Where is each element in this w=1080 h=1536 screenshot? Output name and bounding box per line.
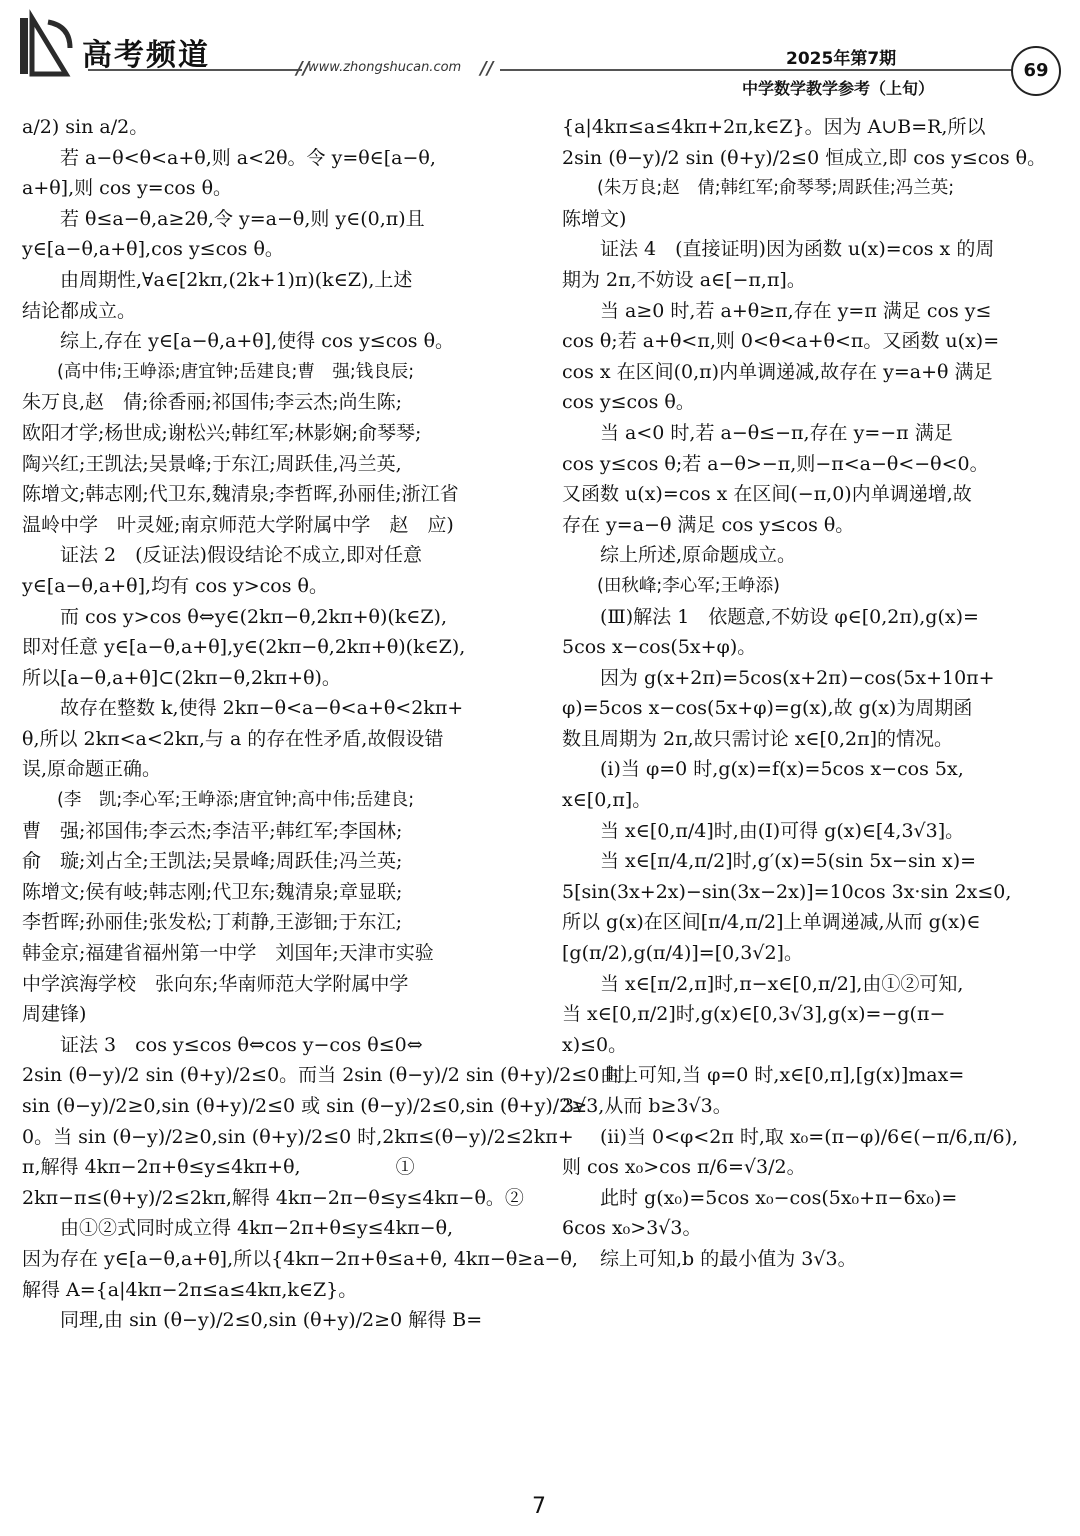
text-line: 0。当 sin (θ−y)/2≥0,sin (θ+y)/2≤0 时,2kπ≤(θ−y)/2≤2kπ+ bbox=[22, 1125, 574, 1148]
text-line: 朱万良,赵 倩;徐香丽;祁国伟;李云杰;尚生陈; bbox=[22, 391, 403, 414]
text-line: y∈[a−θ,a+θ],均有 cos y>cos θ。 bbox=[22, 574, 328, 597]
text-line: 由上可知,当 φ=0 时,x∈[0,π],[g(x)]max= bbox=[562, 1064, 965, 1087]
text-line: 陈增文;侯有岐;韩志刚;代卫东;魏清泉;章显联; bbox=[22, 880, 403, 903]
header-rule-left bbox=[88, 69, 302, 71]
page-number-badge: 69 bbox=[1011, 46, 1061, 96]
text-line: 2kπ−π≤(θ+y)/2≤2kπ,解得 4kπ−2π−θ≤y≤4kπ−θ。② bbox=[22, 1186, 524, 1209]
text-line: 由周期性,∀a∈[2kπ,(2k+1)π)(k∈Z),上述 bbox=[22, 268, 413, 291]
text-line: 而 cos y>cos θ⇔y∈(2kπ−θ,2kπ+θ)(k∈Z), bbox=[22, 605, 447, 628]
text-line: θ,所以 2kπ<a<2kπ,与 a 的存在性矛盾,故假设错 bbox=[22, 727, 444, 750]
page-header bbox=[0, 0, 1080, 100]
text-line: 误,原命题正确。 bbox=[22, 758, 162, 781]
header-rule-right bbox=[500, 69, 1012, 71]
text-line: 证法 2 (反证法)假设结论不成立,即对任意 bbox=[22, 544, 422, 567]
text-line: 又函数 u(x)=cos x 在区间(−π,0)内单调递增,故 bbox=[562, 483, 972, 506]
text-line: 综上可知,b 的最小值为 3√3。 bbox=[562, 1247, 857, 1270]
text-line: (Ⅲ)解法 1 依题意,不妨设 φ∈[0,2π),g(x)= bbox=[562, 605, 979, 628]
text-line: cos y≤cos θ;若 a−θ>−π,则−π<a−θ<−θ<0。 bbox=[562, 452, 989, 475]
text-line: (ⅰ)当 φ=0 时,g(x)=f(x)=5cos x−cos 5x, bbox=[562, 758, 964, 781]
text-line: 当 x∈[π/4,π/2]时,g′(x)=5(sin 5x−sin x)= bbox=[562, 850, 977, 873]
text-line: 若 θ≤a−θ,a≥2θ,令 y=a−θ,则 y∈(0,π)且 bbox=[22, 207, 425, 230]
text-line: 李哲晖;孙丽佳;张发松;丁莉静,王澎钿;于东江; bbox=[22, 911, 403, 934]
text-line: 俞 璇;刘占全;王凯法;吴景峰;周跃佳;冯兰英; bbox=[22, 850, 403, 873]
text-line: 数且周期为 2π,故只需讨论 x∈[0,2π]的情况。 bbox=[562, 727, 954, 750]
text-line: {a|4kπ≤a≤4kπ+2π,k∈Z}。因为 A∪B=R,所以 bbox=[562, 116, 986, 138]
brand-name: 高考频道 bbox=[82, 38, 210, 73]
slash-mark: // bbox=[296, 58, 310, 79]
issue-label: 2025年第7期 bbox=[786, 49, 897, 69]
text-line: 因为 g(x+2π)=5cos(x+2π)−cos(5x+10π+ bbox=[562, 666, 995, 689]
text-line: 周建锋) bbox=[22, 1003, 87, 1026]
text-line: cos x 在区间(0,π)内单调递减,故存在 y=a+θ 满足 bbox=[562, 360, 993, 383]
slash-mark: // bbox=[480, 58, 494, 79]
text-line: 当 x∈[0,π/4]时,由(Ⅰ)可得 g(x)∈[4,3√3]。 bbox=[562, 819, 965, 842]
text-line: (田秋峰;李心军;王峥添) bbox=[562, 575, 780, 596]
text-line: 5cos x−cos(5x+φ)。 bbox=[562, 636, 757, 659]
text-line: sin (θ−y)/2≥0,sin (θ+y)/2≤0 或 sin (θ−y)/2≤0,sin (θ+y)/2≥ bbox=[22, 1095, 588, 1117]
text-line: 证法 4 (直接证明)因为函数 u(x)=cos x 的周 bbox=[562, 238, 995, 261]
text-line: 3√3,从而 b≥3√3。 bbox=[562, 1095, 732, 1117]
site-url: www.zhongshucan.com bbox=[308, 60, 462, 75]
text-line: 当 a≥0 时,若 a+θ≥π,存在 y=π 满足 cos y≤ bbox=[562, 299, 992, 322]
text-line: (ⅱ)当 0<φ<2π 时,取 x₀=(π−φ)/6∈(−π/6,π/6), bbox=[562, 1125, 1019, 1148]
text-line: 陈增文) bbox=[562, 207, 627, 230]
text-line: 综上所述,原命题成立。 bbox=[562, 544, 797, 567]
text-line: (高中伟;王峥添;唐宜钟;岳建良;曹 强;钱良辰; bbox=[22, 361, 415, 382]
text-line: 韩金京;福建省福州第一中学 刘国年;天津市实验 bbox=[22, 942, 434, 965]
right-text-column bbox=[562, 112, 1060, 1275]
text-line: 陶兴红;王凯法;吴景峰;于东江;周跃佳,冯兰英, bbox=[22, 452, 402, 475]
text-line: 存在 y=a−θ 满足 cos y≤cos θ。 bbox=[562, 513, 855, 536]
text-line: 若 a−θ<θ<a+θ,则 a<2θ。令 y=θ∈[a−θ, bbox=[22, 146, 436, 169]
folio-number: 7 bbox=[532, 1494, 546, 1519]
text-line: 陈增文;韩志刚;代卫东,魏清泉;李哲晖,孙丽佳;浙江省 bbox=[22, 483, 459, 506]
text-line: (朱万良;赵 倩;韩红军;俞琴琴;周跃佳;冯兰英; bbox=[562, 178, 955, 199]
text-line: 6cos x₀>3√3。 bbox=[562, 1217, 702, 1240]
text-line: x∈[0,π]。 bbox=[562, 789, 652, 812]
text-line: 当 x∈[π/2,π]时,π−x∈[0,π/2],由①②可知, bbox=[562, 972, 964, 995]
text-line: 2sin (θ−y)/2 sin (θ+y)/2≤0 恒成立,即 cos y≤cos θ。 bbox=[562, 146, 1047, 169]
text-line: x)≤0。 bbox=[562, 1033, 628, 1056]
text-line: 期为 2π,不妨设 a∈[−π,π]。 bbox=[562, 268, 806, 291]
text-line: 此时 g(x₀)=5cos x₀−cos(5x₀+π−6x₀)= bbox=[562, 1186, 958, 1209]
text-line: a/2) sin a/2。 bbox=[22, 116, 149, 138]
text-line: 欧阳才学;杨世成;谢松兴;韩红军;林影娴;俞琴琴; bbox=[22, 421, 422, 444]
text-line: 2sin (θ−y)/2 sin (θ+y)/2≤0。而当 2sin (θ−y)/2 sin (θ+y)/2≤0 时, bbox=[22, 1064, 631, 1087]
text-line: y∈[a−θ,a+θ],cos y≤cos θ。 bbox=[22, 238, 284, 261]
text-line: 当 x∈[0,π/2]时,g(x)∈[0,3√3],g(x)=−g(π− bbox=[562, 1003, 946, 1026]
text-line: cos y≤cos θ。 bbox=[562, 391, 695, 414]
text-line: a+θ],则 cos y=cos θ。 bbox=[22, 177, 233, 200]
text-line: 结论都成立。 bbox=[22, 299, 137, 322]
text-line: 当 a<0 时,若 a−θ≤−π,存在 y=−π 满足 bbox=[562, 421, 953, 444]
journal-title: 中学数学教学参考（上旬） bbox=[742, 79, 935, 98]
text-line: π,解得 4kπ−2π+θ≤y≤4kπ+θ, ① bbox=[22, 1156, 415, 1179]
text-line: cos θ;若 a+θ<π,则 0<θ<a+θ<π。又函数 u(x)= bbox=[562, 330, 1000, 353]
text-line: 曹 强;祁国伟;李云杰;李洁平;韩红军;李国林; bbox=[22, 819, 403, 842]
text-line: 所以[a−θ,a+θ]⊂(2kπ−θ,2kπ+θ)。 bbox=[22, 666, 341, 689]
text-line: [g(π/2),g(π/4)]=[0,3√2]。 bbox=[562, 942, 803, 965]
text-line: 则 cos x₀>cos π/6=√3/2。 bbox=[562, 1156, 806, 1179]
text-line: 中学滨海学校 张向东;华南师范大学附属中学 bbox=[22, 972, 409, 995]
text-line: (李 凯;李心军;王峥添;唐宜钟;高中伟;岳建良; bbox=[22, 790, 415, 811]
text-line: 由①②式同时成立得 4kπ−2π+θ≤y≤4kπ−θ, bbox=[22, 1217, 454, 1240]
text-line: 综上,存在 y∈[a−θ,a+θ],使得 cos y≤cos θ。 bbox=[22, 330, 455, 353]
text-line: 所以 g(x)在区间[π/4,π/2]上单调递减,从而 g(x)∈ bbox=[562, 911, 981, 934]
brand-logo-icon bbox=[18, 14, 78, 78]
text-line: 温岭中学 叶灵娅;南京师范大学附属中学 赵 应) bbox=[22, 513, 454, 536]
text-line: 即对任意 y∈[a−θ,a+θ],y∈(2kπ−θ,2kπ+θ)(k∈Z), bbox=[22, 636, 466, 659]
text-line: 因为存在 y∈[a−θ,a+θ],所以{4kπ−2π+θ≤a+θ, 4kπ−θ≥a−θ, bbox=[22, 1247, 578, 1270]
text-line: 5[sin(3x+2x)−sin(3x−2x)]=10cos 3x·sin 2x≤0, bbox=[562, 880, 1012, 903]
text-line: φ)=5cos x−cos(5x+φ)=g(x),故 g(x)为周期函 bbox=[562, 697, 973, 720]
text-line: 故存在整数 k,使得 2kπ−θ<a−θ<a+θ<2kπ+ bbox=[22, 697, 464, 720]
text-line: 同理,由 sin (θ−y)/2≤0,sin (θ+y)/2≥0 解得 B= bbox=[22, 1309, 483, 1332]
text-line: 解得 A={a|4kπ−2π≤a≤4kπ,k∈Z}。 bbox=[22, 1278, 358, 1301]
text-line: 证法 3 cos y≤cos θ⇔cos y−cos θ≤0⇔ bbox=[22, 1033, 423, 1056]
